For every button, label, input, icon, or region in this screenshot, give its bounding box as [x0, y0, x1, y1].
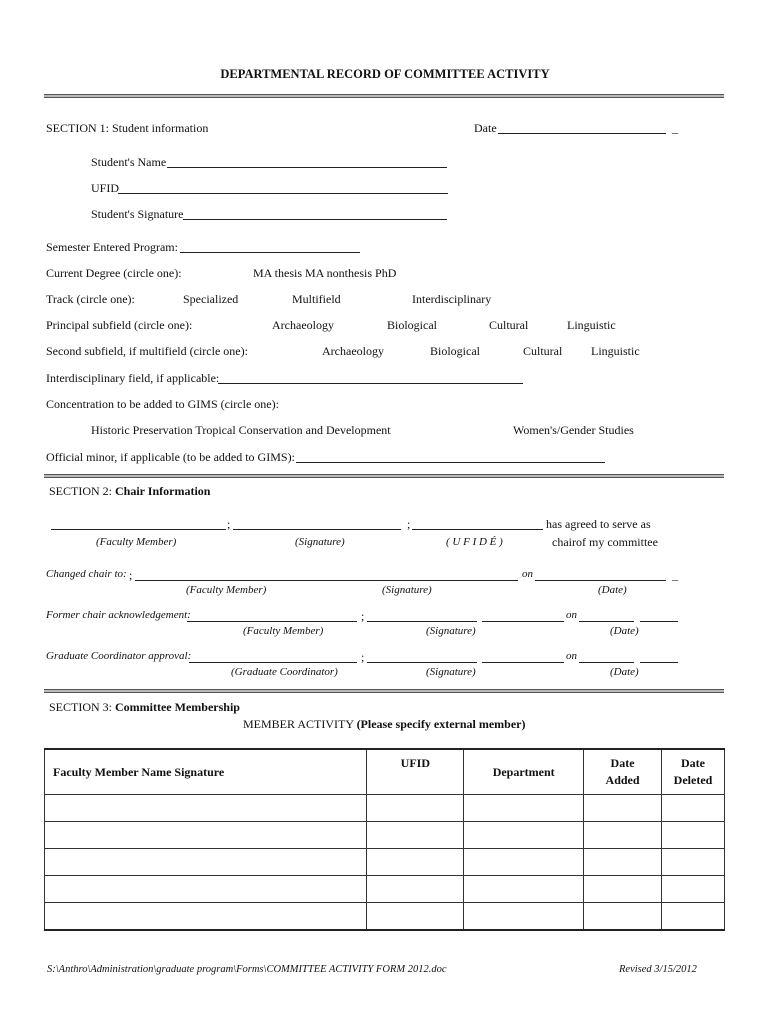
caption-former-date: (Date): [610, 625, 639, 637]
faculty-member-field[interactable]: [51, 529, 226, 530]
col-header-department: Department: [464, 749, 584, 795]
section2-heading-prefix: SECTION 2:: [49, 484, 115, 498]
cell-date-deleted[interactable]: [662, 876, 725, 903]
principal-subfield-label: Principal subfield (circle one):: [46, 318, 193, 332]
cell-ufid[interactable]: [367, 876, 464, 903]
cell-date-added[interactable]: [584, 795, 662, 822]
table-row: [45, 903, 725, 931]
grad-coordinator-field[interactable]: [189, 662, 357, 663]
footer-path: S:\Anthro\Administration\graduate program\Forms\COMMITTEE ACTIVITY FORM 2012.doc: [47, 964, 447, 975]
title-divider: [44, 94, 724, 98]
semester-label: Semester Entered Program:: [46, 240, 178, 254]
section1-divider: [44, 474, 724, 478]
cell-department[interactable]: [464, 822, 584, 849]
caption-grad-coordinator: (Graduate Coordinator): [231, 666, 338, 678]
cell-date-added[interactable]: [584, 822, 662, 849]
caption-changed-faculty: (Faculty Member): [186, 584, 267, 596]
second-option-biological[interactable]: Biological: [430, 344, 480, 358]
semicolon-2: ;: [407, 517, 411, 531]
cell-name[interactable]: [45, 903, 367, 931]
former-signature-field[interactable]: [367, 621, 477, 622]
caption-changed-date: (Date): [598, 584, 627, 596]
former-date-field-2[interactable]: [640, 621, 678, 622]
section3-heading: [49, 700, 240, 715]
member-activity-heading: [243, 717, 526, 732]
caption-grad-date: (Date): [610, 666, 639, 678]
cell-date-deleted[interactable]: [662, 849, 725, 876]
interdisciplinary-label: Interdisciplinary field, if applicable:: [46, 371, 220, 385]
date-tail: _: [672, 121, 678, 135]
former-signature-field-2[interactable]: [482, 621, 564, 622]
cell-date-deleted[interactable]: [662, 795, 725, 822]
degree-options[interactable]: MA thesis MA nonthesis PhD: [253, 266, 397, 280]
principal-option-biological[interactable]: Biological: [387, 318, 437, 332]
section1-heading: SECTION 1: Student information: [46, 121, 209, 135]
cell-ufid[interactable]: [367, 795, 464, 822]
cell-ufid[interactable]: [367, 903, 464, 931]
principal-option-cultural[interactable]: Cultural: [489, 318, 529, 332]
caption-signature: (Signature): [295, 536, 345, 548]
concentration-option-2[interactable]: Women's/Gender Studies: [513, 423, 634, 437]
agree-text-2: chairof my committee: [552, 535, 658, 549]
chair-ufid-field[interactable]: [412, 529, 543, 530]
form-title: DEPARTMENTAL RECORD OF COMMITTEE ACTIVITY: [220, 67, 550, 81]
cell-department[interactable]: [464, 903, 584, 931]
concentration-option-1[interactable]: Historic Preservation Tropical Conservation and Development: [91, 423, 391, 437]
caption-former-signature: (Signature): [426, 625, 476, 637]
member-activity-prefix: MEMBER ACTIVITY: [243, 717, 357, 731]
cell-ufid[interactable]: [367, 849, 464, 876]
changed-chair-field[interactable]: [135, 580, 518, 581]
semicolon-5: ;: [361, 650, 365, 664]
cell-date-deleted[interactable]: [662, 822, 725, 849]
degree-label: Current Degree (circle one):: [46, 266, 182, 280]
committee-table: [44, 748, 725, 931]
caption-changed-signature: (Signature): [382, 584, 432, 596]
table-row: [45, 849, 725, 876]
footer-revised: Revised 3/15/2012: [619, 964, 697, 975]
semicolon-1: ;: [227, 517, 231, 531]
section3-heading-prefix: SECTION 3:: [49, 700, 115, 714]
former-chair-field[interactable]: [187, 621, 357, 622]
cell-name[interactable]: [45, 795, 367, 822]
cell-name[interactable]: [45, 849, 367, 876]
agree-text-1: has agreed to serve as: [546, 517, 651, 531]
col-header-ufid: UFID: [367, 749, 464, 795]
former-on-label: on: [566, 609, 577, 621]
cell-name[interactable]: [45, 876, 367, 903]
section2-heading: [49, 484, 210, 499]
minor-field[interactable]: [296, 462, 605, 463]
col-header-date-deleted: Date Deleted: [662, 749, 725, 795]
interdisciplinary-field[interactable]: [218, 383, 523, 384]
track-label: Track (circle one):: [46, 292, 135, 306]
former-date-field[interactable]: [579, 621, 634, 622]
cell-date-added[interactable]: [584, 903, 662, 931]
semicolon-4: ;: [361, 609, 365, 623]
changed-date-field[interactable]: [535, 580, 666, 581]
table-row: [45, 822, 725, 849]
grad-signature-field[interactable]: [367, 662, 477, 663]
table-row: [45, 795, 725, 822]
table-header-row: [45, 749, 725, 795]
grad-date-field[interactable]: [579, 662, 634, 663]
second-option-linguistic[interactable]: Linguistic: [591, 344, 640, 358]
col-header-date-added: Date Added: [584, 749, 662, 795]
cell-date-added[interactable]: [584, 849, 662, 876]
grad-on-label: on: [566, 650, 577, 662]
minor-label: Official minor, if applicable (to be added to GIMS):: [46, 450, 295, 464]
changed-tail: _: [672, 568, 678, 582]
semicolon-3: ;: [129, 568, 133, 582]
col-header-name: Faculty Member Name Signature: [45, 749, 367, 795]
semester-field[interactable]: [180, 252, 360, 253]
former-chair-label: Former chair acknowledgement:: [46, 609, 191, 621]
cell-date-deleted[interactable]: [662, 903, 725, 931]
second-option-cultural[interactable]: Cultural: [523, 344, 563, 358]
cell-department[interactable]: [464, 876, 584, 903]
track-option-multifield[interactable]: Multifield: [292, 292, 341, 306]
principal-option-archaeology[interactable]: Archaeology: [272, 318, 334, 332]
cell-name[interactable]: [45, 822, 367, 849]
track-option-interdisciplinary[interactable]: Interdisciplinary: [412, 292, 492, 306]
caption-grad-signature: (Signature): [426, 666, 476, 678]
table-body: [45, 795, 725, 931]
student-signature-label: Student's Signature: [91, 207, 184, 221]
caption-faculty-member: (Faculty Member): [96, 536, 177, 548]
cell-date-added[interactable]: [584, 876, 662, 903]
date-label: Date: [474, 121, 497, 135]
section2-heading-bold: Chair Information: [115, 484, 211, 498]
student-name-field[interactable]: [167, 167, 447, 168]
changed-on-label: on: [522, 568, 533, 580]
grad-date-field-2[interactable]: [640, 662, 678, 663]
section3-heading-bold: Committee Membership: [115, 700, 240, 714]
principal-option-linguistic[interactable]: Linguistic: [567, 318, 616, 332]
date-field[interactable]: [498, 133, 666, 134]
student-name-label: Student's Name: [91, 155, 167, 169]
ufid-field[interactable]: [118, 193, 448, 194]
chair-signature-field[interactable]: [233, 529, 401, 530]
section2-divider: [44, 689, 724, 693]
second-option-archaeology[interactable]: Archaeology: [322, 344, 384, 358]
second-subfield-label: Second subfield, if multifield (circle one):: [46, 344, 248, 358]
student-signature-field[interactable]: [183, 219, 447, 220]
caption-former-faculty: (Faculty Member): [243, 625, 324, 637]
track-option-specialized[interactable]: Specialized: [183, 292, 239, 306]
caption-ufid: ( U F I D É ): [446, 536, 503, 548]
concentration-label: Concentration to be added to GIMS (circle one):: [46, 397, 279, 411]
table-row: [45, 876, 725, 903]
cell-ufid[interactable]: [367, 822, 464, 849]
cell-department[interactable]: [464, 795, 584, 822]
cell-department[interactable]: [464, 849, 584, 876]
changed-chair-label: Changed chair to:: [46, 568, 127, 580]
grad-coordinator-label: Graduate Coordinator approval:: [46, 650, 192, 662]
member-activity-bold: (Please specify external member): [356, 717, 526, 731]
ufid-label: UFID: [91, 181, 120, 195]
grad-signature-field-2[interactable]: [482, 662, 564, 663]
